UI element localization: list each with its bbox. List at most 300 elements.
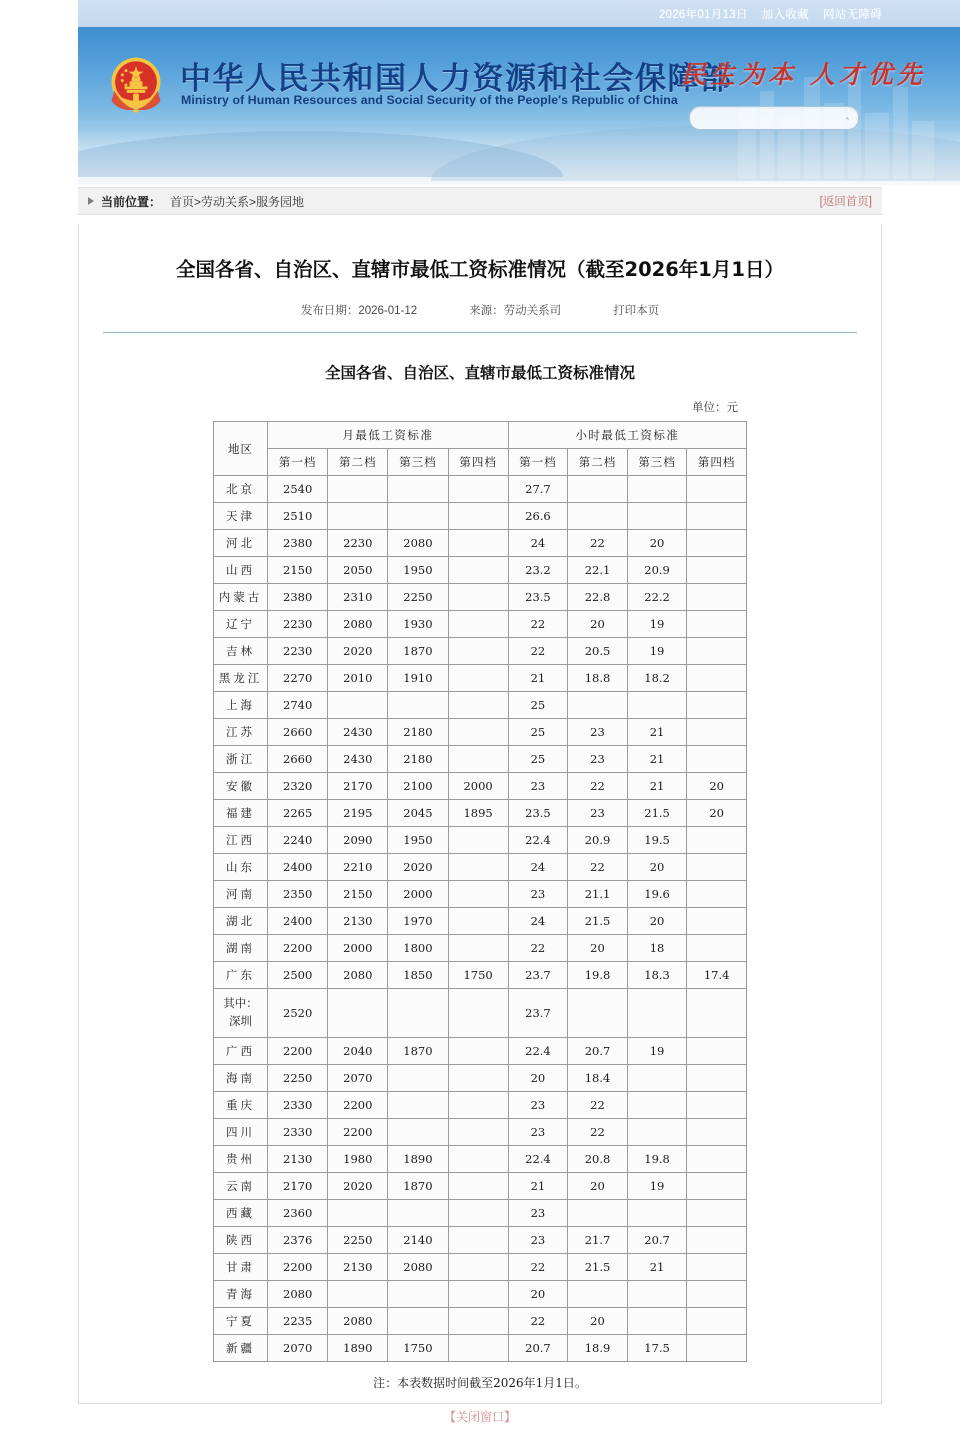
table-row	[214, 962, 747, 989]
cell-monthly-tier-1: 2070	[268, 1335, 328, 1362]
cell-monthly-tier-2: 2200	[328, 1092, 388, 1119]
cell-monthly-tier-2: 2150	[328, 881, 388, 908]
table-row	[214, 1092, 747, 1119]
cell-monthly-tier-4	[448, 1200, 508, 1227]
cell-hourly-tier-1: 23	[508, 1200, 568, 1227]
cell-hourly-tier-1: 25	[508, 719, 568, 746]
cell-monthly-tier-1: 2380	[268, 584, 328, 611]
minimum-wage-table	[213, 421, 747, 1362]
cell-monthly-tier-3: 2045	[388, 800, 448, 827]
cell-hourly-tier-1: 23	[508, 1092, 568, 1119]
header-monthly-group: 月最低工资标准	[268, 422, 509, 449]
breadcrumb-path[interactable]: 首页>劳动关系>服务园地	[170, 194, 305, 209]
cell-hourly-tier-1: 20	[508, 1281, 568, 1308]
cell-hourly-tier-2: 22	[568, 773, 628, 800]
cell-hourly-tier-1: 21	[508, 665, 568, 692]
cell-monthly-tier-2	[328, 989, 388, 1038]
cell-monthly-tier-4	[448, 476, 508, 503]
cell-hourly-tier-4: 20	[687, 773, 747, 800]
cell-hourly-tier-2: 19.8	[568, 962, 628, 989]
site-search-box[interactable]	[689, 106, 859, 130]
cell-hourly-tier-3	[627, 1200, 687, 1227]
cell-monthly-tier-1: 2380	[268, 530, 328, 557]
cell-hourly-tier-4	[687, 1308, 747, 1335]
table-row	[214, 665, 747, 692]
cell-region: 青海	[214, 1281, 268, 1308]
cell-hourly-tier-2: 21.5	[568, 1254, 628, 1281]
cell-monthly-tier-4	[448, 1335, 508, 1362]
cell-monthly-tier-3	[388, 476, 448, 503]
cell-monthly-tier-3	[388, 1308, 448, 1335]
cell-monthly-tier-2: 2210	[328, 854, 388, 881]
cell-hourly-tier-4	[687, 854, 747, 881]
table-row	[214, 1308, 747, 1335]
cell-monthly-tier-1: 2265	[268, 800, 328, 827]
cell-monthly-tier-2: 2310	[328, 584, 388, 611]
publish-date: 发布日期：2026-01-12	[300, 305, 418, 318]
cell-monthly-tier-2	[328, 692, 388, 719]
cell-monthly-tier-2: 2010	[328, 665, 388, 692]
cell-hourly-tier-2: 18.4	[568, 1065, 628, 1092]
cell-region: 西藏	[214, 1200, 268, 1227]
cell-monthly-tier-2	[328, 1281, 388, 1308]
cell-hourly-tier-3: 19	[627, 1173, 687, 1200]
cell-hourly-tier-1: 23	[508, 881, 568, 908]
cell-hourly-tier-4	[687, 827, 747, 854]
cell-hourly-tier-3	[627, 1065, 687, 1092]
cell-hourly-tier-3: 22.2	[627, 584, 687, 611]
cell-monthly-tier-1: 2500	[268, 962, 328, 989]
cell-monthly-tier-1: 2200	[268, 1038, 328, 1065]
table-row	[214, 1173, 747, 1200]
header-hourly-tier-4: 第四档	[687, 449, 747, 476]
cell-hourly-tier-1: 22	[508, 1254, 568, 1281]
cell-hourly-tier-4	[687, 1227, 747, 1254]
cell-hourly-tier-2	[568, 1200, 628, 1227]
cell-hourly-tier-2	[568, 692, 628, 719]
cell-monthly-tier-2: 2080	[328, 1308, 388, 1335]
cell-hourly-tier-2: 20	[568, 935, 628, 962]
cell-hourly-tier-1: 24	[508, 530, 568, 557]
cell-region: 福建	[214, 800, 268, 827]
table-row	[214, 800, 747, 827]
cell-monthly-tier-1: 2200	[268, 935, 328, 962]
cell-monthly-tier-1: 2520	[268, 989, 328, 1038]
cell-hourly-tier-3	[627, 503, 687, 530]
cell-hourly-tier-1: 24	[508, 908, 568, 935]
cell-hourly-tier-1: 23	[508, 1119, 568, 1146]
table-row	[214, 881, 747, 908]
cell-monthly-tier-3: 2180	[388, 746, 448, 773]
cell-monthly-tier-1: 2080	[268, 1281, 328, 1308]
print-page-link[interactable]: 打印本页	[613, 305, 660, 318]
search-icon[interactable]	[846, 111, 849, 126]
page-title: 全国各省、自治区、直辖市最低工资标准情况（截至2026年1月1日）	[176, 258, 784, 281]
cell-monthly-tier-1: 2660	[268, 746, 328, 773]
cell-monthly-tier-3: 1950	[388, 557, 448, 584]
cell-region: 山东	[214, 854, 268, 881]
cell-hourly-tier-3: 18.2	[627, 665, 687, 692]
cell-region: 浙江	[214, 746, 268, 773]
cell-hourly-tier-1: 22	[508, 1308, 568, 1335]
breadcrumb-arrow-icon	[88, 197, 94, 205]
cell-monthly-tier-3: 1890	[388, 1146, 448, 1173]
article-source: 来源：劳动关系司	[469, 305, 562, 318]
cell-region: 江苏	[214, 719, 268, 746]
divider-rule	[103, 332, 857, 333]
cell-hourly-tier-2: 21.5	[568, 908, 628, 935]
cell-monthly-tier-1: 2660	[268, 719, 328, 746]
cell-hourly-tier-4	[687, 1065, 747, 1092]
cell-monthly-tier-1: 2270	[268, 665, 328, 692]
cell-hourly-tier-4	[687, 1092, 747, 1119]
cell-region: 广东	[214, 962, 268, 989]
cell-hourly-tier-1: 25	[508, 746, 568, 773]
table-row	[214, 530, 747, 557]
cell-monthly-tier-1: 2350	[268, 881, 328, 908]
cell-region: 北京	[214, 476, 268, 503]
cell-monthly-tier-4	[448, 1227, 508, 1254]
cell-region: 山西	[214, 557, 268, 584]
cell-monthly-tier-2: 1890	[328, 1335, 388, 1362]
cell-monthly-tier-1: 2235	[268, 1308, 328, 1335]
cell-monthly-tier-4	[448, 1173, 508, 1200]
cell-hourly-tier-1: 20.7	[508, 1335, 568, 1362]
cell-monthly-tier-3: 2250	[388, 584, 448, 611]
cell-region: 江西	[214, 827, 268, 854]
cell-hourly-tier-1: 23.5	[508, 584, 568, 611]
cell-hourly-tier-1: 23.7	[508, 962, 568, 989]
cell-hourly-tier-3: 17.5	[627, 1335, 687, 1362]
table-row	[214, 638, 747, 665]
table-row	[214, 1200, 747, 1227]
cell-hourly-tier-2: 21.7	[568, 1227, 628, 1254]
table-row	[214, 854, 747, 881]
header-hourly-tier-2: 第二档	[568, 449, 628, 476]
cell-hourly-tier-2: 20	[568, 1308, 628, 1335]
cell-region: 甘肃	[214, 1254, 268, 1281]
cell-monthly-tier-3: 2140	[388, 1227, 448, 1254]
cell-monthly-tier-2: 2195	[328, 800, 388, 827]
cell-monthly-tier-1: 2320	[268, 773, 328, 800]
header-monthly-tier-4: 第四档	[448, 449, 508, 476]
national-emblem-icon	[100, 49, 172, 121]
add-favorite-link[interactable]: 加入收藏	[761, 8, 809, 21]
cell-monthly-tier-3: 2080	[388, 530, 448, 557]
cell-hourly-tier-2	[568, 476, 628, 503]
cell-hourly-tier-4	[687, 1254, 747, 1281]
cell-monthly-tier-1: 2240	[268, 827, 328, 854]
cell-monthly-tier-3: 2000	[388, 881, 448, 908]
cell-monthly-tier-3: 2100	[388, 773, 448, 800]
table-row	[214, 1065, 747, 1092]
accessibility-link[interactable]: 网站无障碍	[823, 8, 882, 21]
slogan-calligraphy: 民生为本 人才优先	[681, 60, 926, 89]
cell-hourly-tier-2: 20.8	[568, 1146, 628, 1173]
table-row	[214, 746, 747, 773]
cell-region: 天津	[214, 503, 268, 530]
cell-region: 重庆	[214, 1092, 268, 1119]
cell-monthly-tier-2: 2040	[328, 1038, 388, 1065]
cell-hourly-tier-2: 22.8	[568, 584, 628, 611]
cell-hourly-tier-2: 20.9	[568, 827, 628, 854]
cell-region: 贵州	[214, 1146, 268, 1173]
cell-monthly-tier-3: 1910	[388, 665, 448, 692]
cell-monthly-tier-2: 2080	[328, 611, 388, 638]
cell-hourly-tier-2: 20.5	[568, 638, 628, 665]
cell-monthly-tier-2	[328, 1200, 388, 1227]
cell-hourly-tier-1: 22.4	[508, 827, 568, 854]
cell-monthly-tier-4	[448, 1254, 508, 1281]
cell-hourly-tier-3: 19.5	[627, 827, 687, 854]
cell-monthly-tier-1: 2330	[268, 1092, 328, 1119]
cell-monthly-tier-4	[448, 1092, 508, 1119]
cell-hourly-tier-4	[687, 692, 747, 719]
cell-monthly-tier-1: 2250	[268, 1065, 328, 1092]
cell-region: 湖北	[214, 908, 268, 935]
cell-monthly-tier-4	[448, 908, 508, 935]
cell-hourly-tier-3: 20.9	[627, 557, 687, 584]
cell-hourly-tier-4	[687, 584, 747, 611]
cell-monthly-tier-1: 2740	[268, 692, 328, 719]
cell-monthly-tier-4: 1750	[448, 962, 508, 989]
cell-monthly-tier-1: 2170	[268, 1173, 328, 1200]
cell-monthly-tier-1: 2510	[268, 503, 328, 530]
cell-monthly-tier-2: 2430	[328, 719, 388, 746]
header-monthly-tier-2: 第二档	[328, 449, 388, 476]
cell-hourly-tier-1: 22.4	[508, 1146, 568, 1173]
cell-monthly-tier-4	[448, 611, 508, 638]
breadcrumb-label: 当前位置：	[101, 194, 162, 209]
cell-hourly-tier-1: 20	[508, 1065, 568, 1092]
cell-monthly-tier-2: 2130	[328, 1254, 388, 1281]
cell-monthly-tier-1: 2150	[268, 557, 328, 584]
cell-hourly-tier-3: 20	[627, 908, 687, 935]
cell-hourly-tier-4	[687, 476, 747, 503]
header-hourly-group: 小时最低工资标准	[508, 422, 746, 449]
cell-monthly-tier-1: 2330	[268, 1119, 328, 1146]
cell-region: 安徽	[214, 773, 268, 800]
cell-monthly-tier-3: 1950	[388, 827, 448, 854]
site-banner	[78, 27, 960, 185]
cell-monthly-tier-2: 2130	[328, 908, 388, 935]
cell-hourly-tier-1: 23.5	[508, 800, 568, 827]
cell-hourly-tier-2: 22	[568, 530, 628, 557]
cell-hourly-tier-3: 18	[627, 935, 687, 962]
cell-monthly-tier-4	[448, 989, 508, 1038]
cell-region: 河北	[214, 530, 268, 557]
table-row	[214, 1146, 747, 1173]
cell-monthly-tier-2: 2170	[328, 773, 388, 800]
cell-monthly-tier-2: 2080	[328, 962, 388, 989]
cell-monthly-tier-3	[388, 1119, 448, 1146]
cell-hourly-tier-2: 18.9	[568, 1335, 628, 1362]
cell-hourly-tier-3: 21	[627, 719, 687, 746]
article-meta	[79, 302, 881, 318]
cell-monthly-tier-4	[448, 665, 508, 692]
table-row	[214, 584, 747, 611]
header-hourly-tier-1: 第一档	[508, 449, 568, 476]
cell-hourly-tier-2: 22.1	[568, 557, 628, 584]
cell-hourly-tier-2: 23	[568, 719, 628, 746]
cell-monthly-tier-2: 2250	[328, 1227, 388, 1254]
cell-hourly-tier-1: 22	[508, 935, 568, 962]
table-head	[214, 422, 747, 476]
cell-monthly-tier-1: 2400	[268, 854, 328, 881]
table-row	[214, 503, 747, 530]
cell-hourly-tier-2: 18.8	[568, 665, 628, 692]
cell-hourly-tier-3: 19	[627, 1038, 687, 1065]
cell-hourly-tier-4	[687, 1335, 747, 1362]
table-row	[214, 476, 747, 503]
cell-monthly-tier-4	[448, 746, 508, 773]
cell-monthly-tier-4	[448, 827, 508, 854]
cell-hourly-tier-3	[627, 1281, 687, 1308]
cell-monthly-tier-4	[448, 1146, 508, 1173]
cell-region: 其中： 深圳	[214, 989, 268, 1038]
cell-monthly-tier-2: 2050	[328, 557, 388, 584]
cell-hourly-tier-2: 22	[568, 854, 628, 881]
table-row	[214, 773, 747, 800]
ministry-title-en: Ministry of Human Resources and Social Security of the People's Republic of China	[181, 93, 678, 107]
cell-monthly-tier-4	[448, 1119, 508, 1146]
cell-monthly-tier-4	[448, 1308, 508, 1335]
cell-hourly-tier-4	[687, 1119, 747, 1146]
cell-monthly-tier-4	[448, 854, 508, 881]
cell-hourly-tier-3	[627, 989, 687, 1038]
cell-hourly-tier-3: 21	[627, 746, 687, 773]
cell-monthly-tier-3: 1800	[388, 935, 448, 962]
cell-monthly-tier-4	[448, 530, 508, 557]
cell-region: 湖南	[214, 935, 268, 962]
header-monthly-tier-3: 第三档	[388, 449, 448, 476]
cell-monthly-tier-4	[448, 935, 508, 962]
table-header-row-tiers	[214, 449, 747, 476]
table-caption: 全国各省、自治区、直辖市最低工资标准情况	[324, 364, 635, 383]
cell-monthly-tier-3	[388, 1065, 448, 1092]
cell-hourly-tier-4	[687, 530, 747, 557]
table-row	[214, 692, 747, 719]
cell-monthly-tier-2	[328, 476, 388, 503]
cell-hourly-tier-3	[627, 1308, 687, 1335]
cell-monthly-tier-1: 2376	[268, 1227, 328, 1254]
header-monthly-tier-1: 第一档	[268, 449, 328, 476]
cell-monthly-tier-2: 2200	[328, 1119, 388, 1146]
breadcrumb-bar	[78, 187, 882, 215]
header-hourly-tier-3: 第三档	[627, 449, 687, 476]
cell-monthly-tier-4	[448, 584, 508, 611]
cell-hourly-tier-3: 21	[627, 773, 687, 800]
return-home-link[interactable]: [返回首页]	[819, 196, 872, 208]
cell-region: 新疆	[214, 1335, 268, 1362]
cell-monthly-tier-4	[448, 692, 508, 719]
cell-monthly-tier-3: 1930	[388, 611, 448, 638]
cell-monthly-tier-4: 1895	[448, 800, 508, 827]
cell-monthly-tier-1: 2230	[268, 638, 328, 665]
article-card	[78, 224, 882, 1404]
cell-hourly-tier-4	[687, 503, 747, 530]
cell-hourly-tier-2: 22	[568, 1119, 628, 1146]
cell-monthly-tier-3: 2180	[388, 719, 448, 746]
cell-monthly-tier-4	[448, 638, 508, 665]
cell-region: 上海	[214, 692, 268, 719]
cell-hourly-tier-3: 19	[627, 638, 687, 665]
cell-hourly-tier-1: 24	[508, 854, 568, 881]
cell-hourly-tier-2: 20	[568, 611, 628, 638]
close-window-link[interactable]: 【关闭窗口】	[443, 1410, 516, 1424]
top-utility-bar	[78, 0, 960, 27]
table-row	[214, 719, 747, 746]
table-row	[214, 908, 747, 935]
cell-hourly-tier-3: 19.6	[627, 881, 687, 908]
cell-hourly-tier-2: 22	[568, 1092, 628, 1119]
ministry-title-cn: 中华人民共和国人力资源和社会保障部	[180, 61, 733, 97]
cell-hourly-tier-4	[687, 1038, 747, 1065]
cell-monthly-tier-1: 2230	[268, 611, 328, 638]
cell-hourly-tier-3: 20	[627, 854, 687, 881]
cell-hourly-tier-1: 27.7	[508, 476, 568, 503]
cell-monthly-tier-2: 1980	[328, 1146, 388, 1173]
cell-hourly-tier-3	[627, 1092, 687, 1119]
cell-hourly-tier-4	[687, 989, 747, 1038]
cell-monthly-tier-3: 1970	[388, 908, 448, 935]
cell-hourly-tier-1: 21	[508, 1173, 568, 1200]
cell-monthly-tier-3	[388, 1200, 448, 1227]
cell-hourly-tier-3: 21.5	[627, 800, 687, 827]
cell-monthly-tier-2: 2020	[328, 638, 388, 665]
table-row	[214, 611, 747, 638]
cell-monthly-tier-2: 2430	[328, 746, 388, 773]
cell-hourly-tier-4	[687, 611, 747, 638]
cell-hourly-tier-4	[687, 1281, 747, 1308]
cell-hourly-tier-1: 23	[508, 773, 568, 800]
cell-monthly-tier-3	[388, 989, 448, 1038]
cell-monthly-tier-4	[448, 1065, 508, 1092]
table-row	[214, 935, 747, 962]
cell-hourly-tier-3: 19.8	[627, 1146, 687, 1173]
search-input[interactable]	[700, 108, 846, 128]
cell-hourly-tier-2	[568, 503, 628, 530]
cell-monthly-tier-4	[448, 719, 508, 746]
cell-hourly-tier-3: 21	[627, 1254, 687, 1281]
cell-hourly-tier-4	[687, 719, 747, 746]
cell-region: 陕西	[214, 1227, 268, 1254]
cell-region: 宁夏	[214, 1308, 268, 1335]
table-row	[214, 1227, 747, 1254]
cell-region: 吉林	[214, 638, 268, 665]
table-header-row-groups	[214, 422, 747, 449]
cell-hourly-tier-4: 20	[687, 800, 747, 827]
table-row	[214, 1335, 747, 1362]
cell-region: 辽宁	[214, 611, 268, 638]
cell-monthly-tier-1: 2200	[268, 1254, 328, 1281]
cell-region: 海南	[214, 1065, 268, 1092]
cell-hourly-tier-4	[687, 881, 747, 908]
cell-monthly-tier-2: 2090	[328, 827, 388, 854]
cell-monthly-tier-3: 1870	[388, 1038, 448, 1065]
cell-monthly-tier-4	[448, 881, 508, 908]
table-body	[214, 476, 747, 1362]
cell-monthly-tier-3	[388, 1092, 448, 1119]
cell-monthly-tier-1: 2540	[268, 476, 328, 503]
cell-monthly-tier-2	[328, 503, 388, 530]
table-note: 注：本表数据时间截至2026年1月1日。	[373, 1376, 587, 1391]
cell-hourly-tier-1: 23.7	[508, 989, 568, 1038]
cell-monthly-tier-2: 2070	[328, 1065, 388, 1092]
cell-monthly-tier-2: 2000	[328, 935, 388, 962]
table-row	[214, 1038, 747, 1065]
cell-monthly-tier-3: 1750	[388, 1335, 448, 1362]
